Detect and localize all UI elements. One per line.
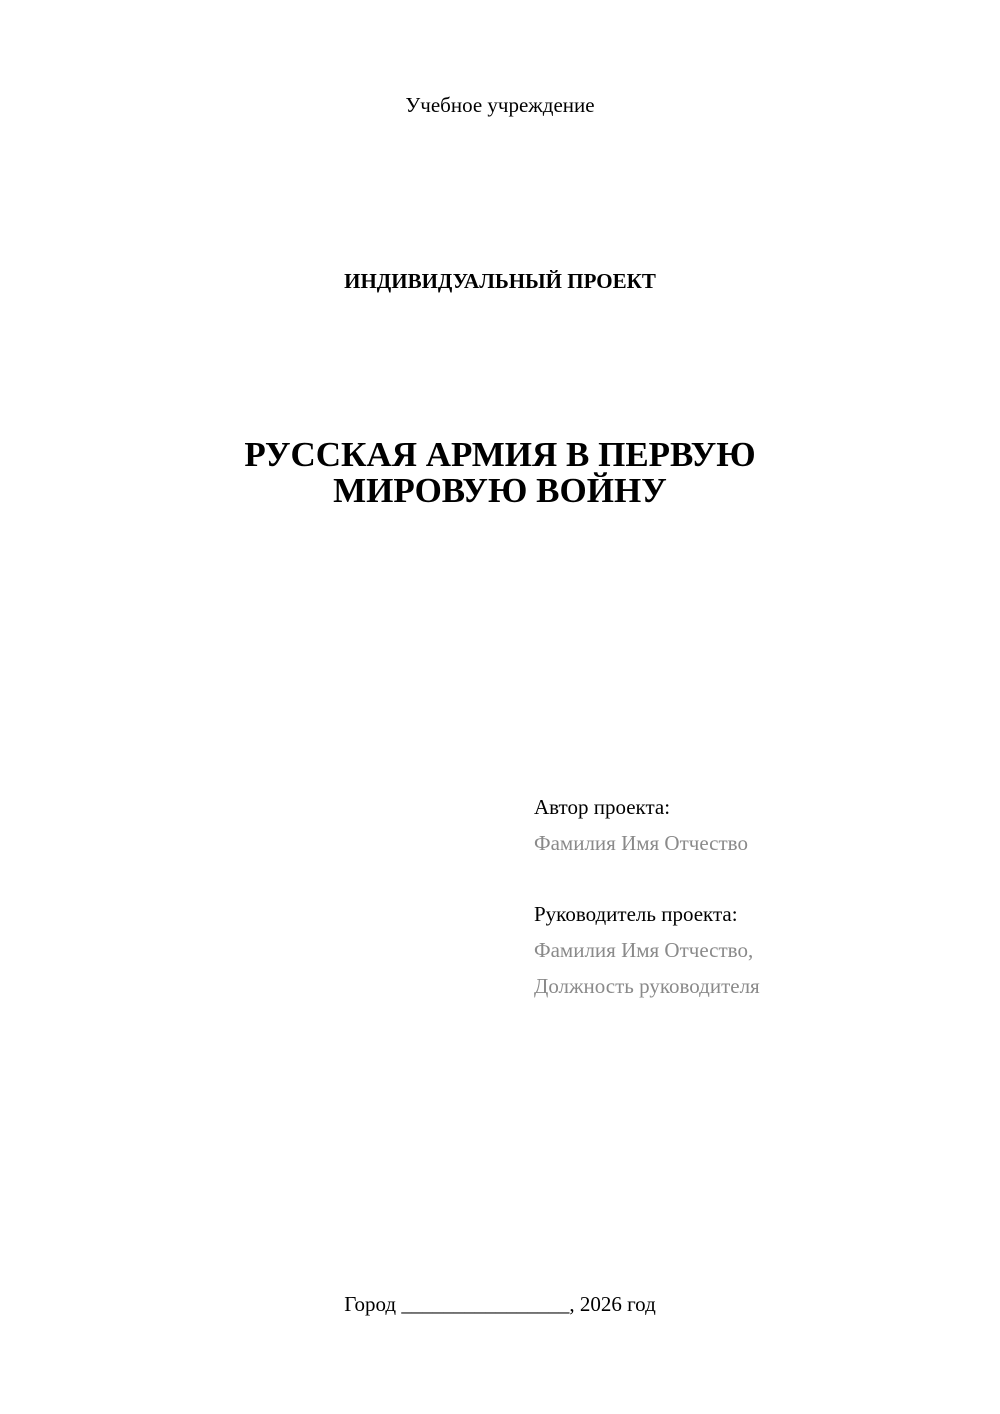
project-credits <box>534 789 974 1004</box>
project-title-line-1: РУССКАЯ АРМИЯ В ПЕРВУЮ <box>244 435 756 474</box>
city-year-footer: Город ________________, 2026 год <box>344 1292 656 1316</box>
document-type-heading: ИНДИВИДУАЛЬНЫЙ ПРОЕКТ <box>344 269 656 293</box>
supervisor-label: Руководитель проекта: <box>534 902 738 926</box>
supervisor-position: Должность руководителя <box>534 974 760 998</box>
author-label: Автор проекта: <box>534 795 671 819</box>
project-title-line-2: МИРОВУЮ ВОЙНУ <box>333 471 667 510</box>
institution-name: Учебное учреждение <box>405 93 595 117</box>
credits-spacer <box>534 861 974 896</box>
supervisor-name: Фамилия Имя Отчество, <box>534 938 754 962</box>
author-name: Фамилия Имя Отчество <box>534 831 748 855</box>
project-title <box>0 437 1000 509</box>
